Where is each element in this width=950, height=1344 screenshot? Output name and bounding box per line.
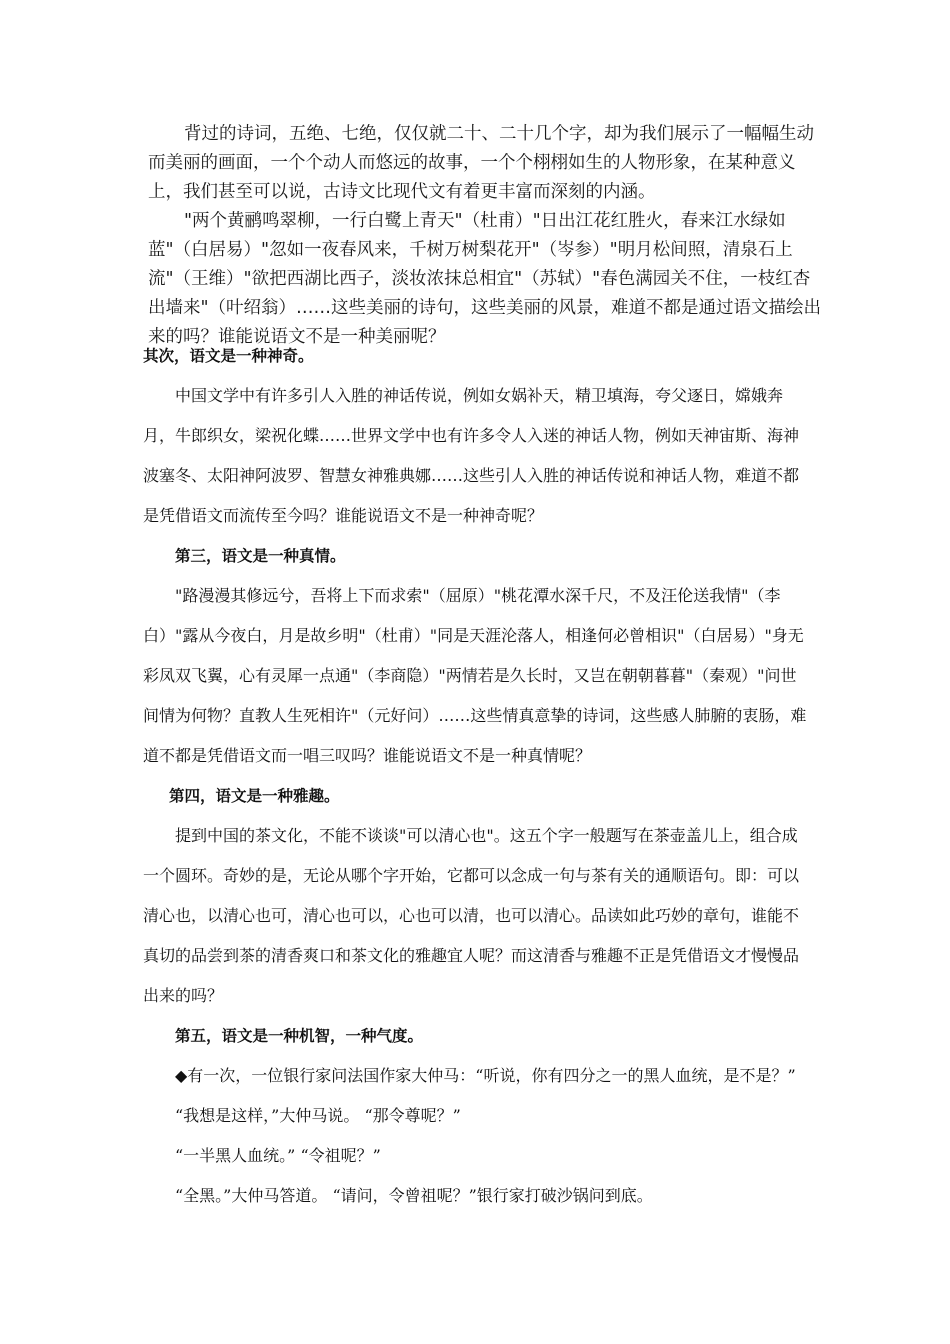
section-heading-4: 第四，语文是一种雅趣。: [169, 787, 340, 805]
dialogue-line-2: “一半黑人血统。” “令祖呢？”: [175, 1146, 381, 1165]
section-heading-2: 其次，语文是一种神奇。: [143, 347, 314, 365]
scan-paragraph-1: 背过的诗词，五绝、七绝，仅仅就二十、二十几个字，却为我们展示了一幅幅生动而美丽的画面，一个个动人而悠远的故事，一个个栩栩如生的人物形象，在某种意义上，我们甚至可以说，古诗文比现代文有着更丰富而深刻的内涵。: [148, 124, 814, 202]
section-paragraph-4: 提到中国的茶文化，不能不谈谈"可以清心也"。这五个字一般题写在茶壶盖儿上，组合成一个圆环。奇妙的是，无论从哪个字开始，它都可以念成一句与茶有关的通顺语句。即：可以清心也，以清心也可，清心也可以，心也可以清，也可以清心。品读如此巧妙的章句，谁能不真切的品尝到茶的清香爽口和茶文化的雅趣宜人呢？而这清香与雅趣不正是凭借语文才慢慢品出来的吗？: [143, 826, 800, 1005]
scan-paragraph-2: "两个黄鹂鸣翠柳，一行白鹭上青天"（杜甫）"日出江花红胜火，春来江水绿如蓝"（白居易）"忽如一夜春风来，千树万树梨花开"（岑参）"明月松间照，清泉石上流"（王维）"欲把西湖比西子，淡妆浓抹总相宜"（苏轼）"春色满园关不住，一枝红杏出墙来"（叶绍翁）……这些美丽的诗句，这些美丽的风景，难道不都是通过语文描绘出来的吗？谁能说语文不是一种美丽呢？: [148, 211, 822, 347]
dialogue-line-3: “全黑。”大仲马答道。 “请问，令曾祖呢？”银行家打破沙锅问到底。: [175, 1186, 653, 1205]
dialogue-line-1: “我想是这样，”大仲马说。 “那令尊呢？”: [175, 1106, 461, 1125]
section-paragraph-2: 中国文学中有许多引人入胜的神话传说，例如女娲补天，精卫填海，夸父逐日，嫦娥奔月，牛郎织女，梁祝化蝶……世界文学中也有许多令人入迷的神话人物，例如天神宙斯、海神波塞冬、太阳神阿波罗、智慧女神雅典娜……这些引人入胜的神话传说和神话人物，难道不都是凭借语文而流传至今吗？谁能说语文不是一种神奇呢？: [143, 386, 800, 525]
section-heading-3: 第三，语文是一种真情。: [175, 547, 346, 565]
section-paragraph-5: ◆有一次，一位银行家问法国作家大仲马：“听说，你有四分之一的黑人血统，是不是？”: [175, 1066, 796, 1085]
section-heading-5: 第五，语文是一种机智，一种气度。: [175, 1027, 424, 1045]
section-paragraph-3: "路漫漫其修远兮，吾将上下而求索"（屈原）"桃花潭水深千尺，不及汪伦送我情"（李白）"露从今夜白，月是故乡明"（杜甫）"同是天涯沦落人，相逢何必曾相识"（白居易）"身无彩凤双飞翼，心有灵犀一点通"（李商隐）"两情若是久长时，又岂在朝朝暮暮"（秦观）"问世间情为何物？直教人生死相许"（元好问）……这些情真意挚的诗词，这些感人肺腑的衷肠，难道不都是凭借语文而一唱三叹吗？谁能说语文不是一种真情呢？: [143, 586, 807, 765]
main-text: [143, 336, 811, 1216]
scanned-text-block: [148, 120, 824, 352]
